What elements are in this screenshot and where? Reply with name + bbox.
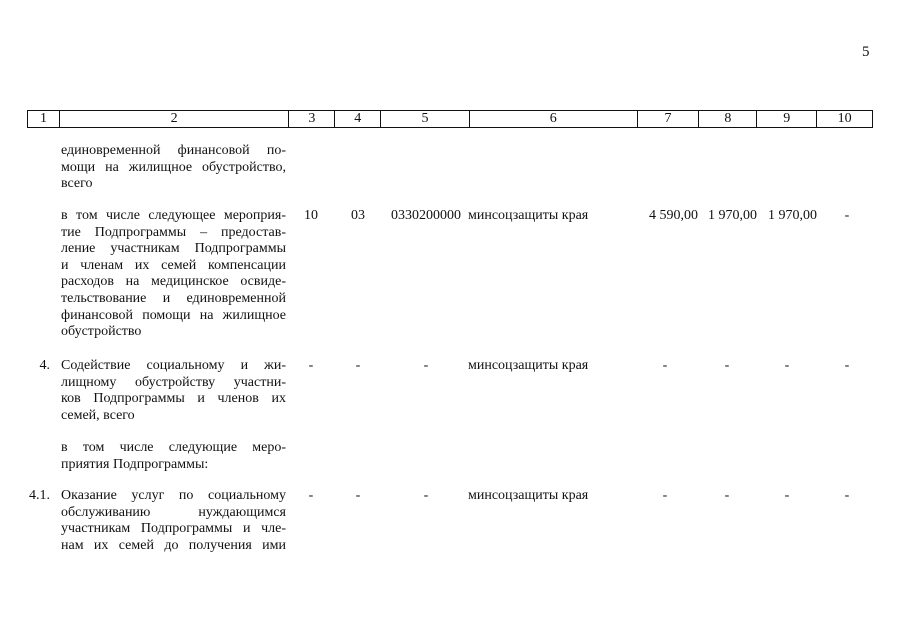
amount-col-9: 1 970,00: [768, 208, 817, 223]
header-cell-8: 8: [699, 111, 757, 127]
header-cell-2: 2: [60, 111, 289, 127]
description-line: тельствование и единовременной: [61, 290, 286, 306]
description-line: приятия Подпрограммы:: [61, 456, 209, 472]
responsible-executor: минсоцзащиты края: [468, 488, 589, 503]
row-description: [61, 358, 286, 424]
amount-col-8: -: [724, 358, 730, 373]
header-cell-7: 7: [638, 111, 700, 127]
description-line: Содействие социальному и жи-: [61, 358, 286, 373]
section-code: -: [308, 488, 314, 503]
description-line: в том числе следующее мероприя-: [61, 208, 286, 223]
amount-col-7: 4 590,00: [649, 208, 698, 223]
responsible-executor: минсоцзащиты края: [468, 208, 589, 223]
subsection-code: 03: [351, 208, 365, 223]
description-line: всего: [61, 176, 93, 192]
amount-col-8: 1 970,00: [708, 208, 757, 223]
section-code: -: [308, 358, 314, 373]
description-line: тие Подпрограммы – предостав-: [61, 224, 286, 240]
description-line: обслуживанию нуждающимся: [61, 504, 286, 520]
target-article-code: -: [423, 358, 429, 373]
amount-col-7: -: [662, 358, 668, 373]
amount-col-10: -: [844, 488, 850, 503]
subsection-code: -: [355, 488, 361, 503]
description-line: семей, всего: [61, 407, 135, 423]
header-cell-6: 6: [470, 111, 638, 127]
amount-col-10: -: [844, 358, 850, 373]
description-line: лищному обустройству участни-: [61, 374, 286, 390]
header-cell-5: 5: [381, 111, 470, 127]
row-number: 4.: [39, 358, 50, 373]
header-cell-9: 9: [757, 111, 817, 127]
amount-col-9: -: [784, 358, 790, 373]
row-description: [61, 440, 286, 473]
amount-col-7: -: [662, 488, 668, 503]
page-number: 5: [862, 44, 870, 60]
row-description: [61, 488, 286, 554]
subsection-code: -: [355, 358, 361, 373]
description-line: единовременной финансовой по-: [61, 143, 286, 158]
header-cell-3: 3: [289, 111, 335, 127]
header-cell-10: 10: [837, 111, 852, 126]
description-line: участникам Подпрограммы и чле-: [61, 521, 286, 537]
target-article-code: -: [423, 488, 429, 503]
description-line: и членам их семей компенсации: [61, 257, 286, 273]
responsible-executor: минсоцзащиты края: [468, 358, 589, 373]
description-line: обустройство: [61, 324, 142, 340]
row-number: 4.1.: [29, 488, 50, 503]
row-description: [61, 208, 286, 341]
header-cell-1: 1: [28, 111, 60, 127]
description-line: расходов на медицинское освиде-: [61, 274, 286, 290]
amount-col-9: -: [784, 488, 790, 503]
row-description: [61, 143, 286, 193]
description-line: Оказание услуг по социальному: [61, 488, 286, 503]
description-line: нам их семей до получения ими: [61, 537, 286, 553]
target-article-code: 0330200000: [391, 208, 461, 223]
description-line: ление участникам Подпрограммы: [61, 241, 286, 257]
amount-col-8: -: [724, 488, 730, 503]
table-header-row: [27, 110, 873, 128]
description-line: в том числе следующие меро-: [61, 440, 286, 455]
section-code: 10: [304, 208, 318, 223]
header-cell-4: 4: [335, 111, 381, 127]
description-line: финансовой помощи на жилищное: [61, 307, 286, 323]
amount-col-10: -: [844, 208, 850, 223]
description-line: ков Подпрограммы и членов их: [61, 391, 286, 407]
description-line: мощи на жилищное обустройство,: [61, 159, 286, 175]
